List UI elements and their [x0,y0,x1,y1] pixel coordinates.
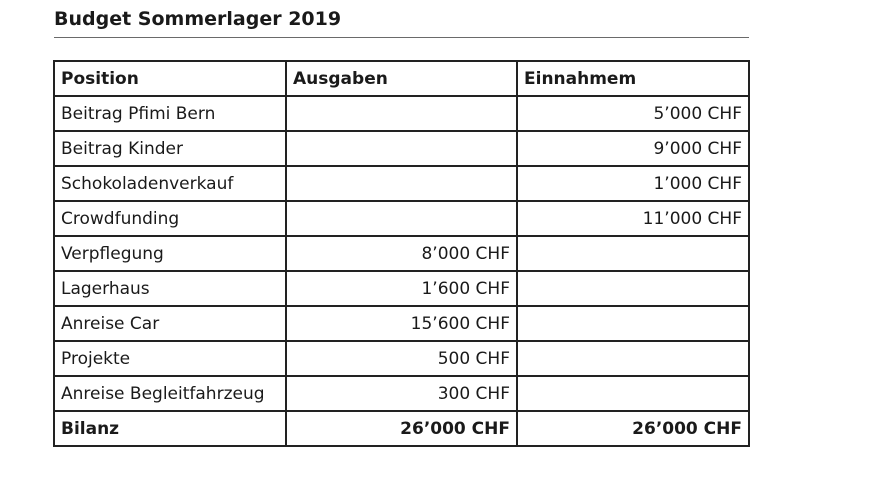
cell-ausgaben [286,131,517,166]
header-ausgaben: Ausgaben [286,61,517,96]
cell-position: Verpflegung [54,236,286,271]
title-divider [54,37,749,38]
cell-einnahmen: 9’000 CHF [517,131,749,166]
total-ausgaben: 26’000 CHF [286,411,517,446]
table-total-row [54,411,749,446]
table-row [54,306,749,341]
table-row [54,271,749,306]
cell-position: Crowdfunding [54,201,286,236]
cell-ausgaben: 500 CHF [286,341,517,376]
cell-ausgaben: 8’000 CHF [286,236,517,271]
cell-ausgaben [286,201,517,236]
budget-table [53,60,750,447]
cell-einnahmen: 5’000 CHF [517,96,749,131]
cell-einnahmen [517,271,749,306]
cell-position: Lagerhaus [54,271,286,306]
total-einnahmen: 26’000 CHF [517,411,749,446]
cell-position: Beitrag Kinder [54,131,286,166]
cell-position: Anreise Car [54,306,286,341]
table-row [54,201,749,236]
cell-ausgaben: 15’600 CHF [286,306,517,341]
cell-einnahmen [517,306,749,341]
header-position: Position [54,61,286,96]
cell-position: Schokoladenverkauf [54,166,286,201]
table-row [54,166,749,201]
cell-einnahmen: 1’000 CHF [517,166,749,201]
table-row [54,96,749,131]
table-row [54,236,749,271]
total-label: Bilanz [54,411,286,446]
cell-ausgaben: 1’600 CHF [286,271,517,306]
cell-einnahmen: 11’000 CHF [517,201,749,236]
header-einnahmen: Einnahmem [517,61,749,96]
cell-position: Anreise Begleitfahrzeug [54,376,286,411]
cell-einnahmen [517,341,749,376]
table-row [54,376,749,411]
cell-einnahmen [517,236,749,271]
table-row [54,131,749,166]
cell-einnahmen [517,376,749,411]
cell-ausgaben [286,96,517,131]
page-title: Budget Sommerlager 2019 [54,8,342,30]
table-row [54,341,749,376]
table-header-row [54,61,749,96]
cell-ausgaben [286,166,517,201]
cell-ausgaben: 300 CHF [286,376,517,411]
cell-position: Projekte [54,341,286,376]
cell-position: Beitrag Pfimi Bern [54,96,286,131]
